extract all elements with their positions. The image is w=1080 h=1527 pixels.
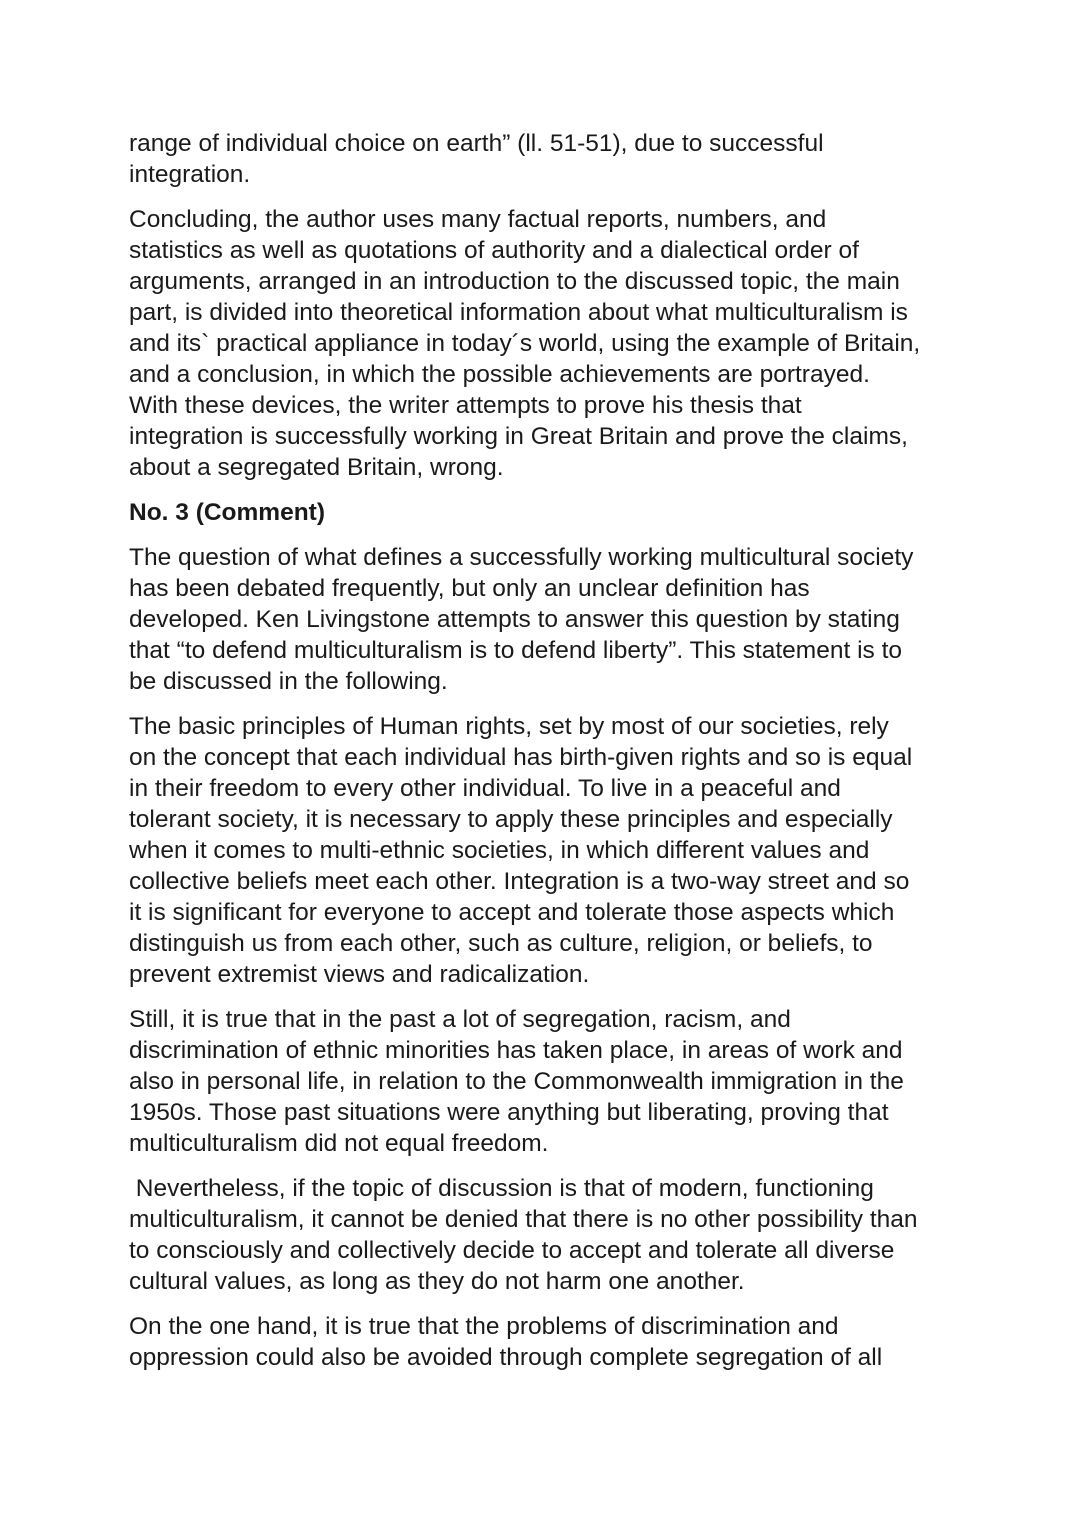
- document-body: [129, 128, 959, 1387]
- paragraph-conclusion-analysis: [129, 204, 959, 483]
- text-line: range of individual choice on earth” (ll. 51-51), due to successful: [129, 130, 824, 157]
- text-line: about a segregated Britain, wrong.: [129, 454, 504, 481]
- paragraph-comment-intro: [129, 542, 959, 697]
- heading-text: No. 3 (Comment): [129, 499, 325, 526]
- text-line: distinguish us from each other, such as culture, religion, or beliefs, to: [129, 930, 873, 957]
- text-line: part, is divided into theoretical information about what multiculturalism is: [129, 299, 908, 326]
- paragraph-one-hand: [129, 1311, 959, 1373]
- text-line: has been debated frequently, but only an unclear definition has: [129, 575, 810, 602]
- text-line: Still, it is true that in the past a lot of segregation, racism, and: [129, 1006, 791, 1033]
- text-line: and a conclusion, in which the possible achievements are portrayed.: [129, 361, 870, 388]
- text-line: prevent extremist views and radicalization.: [129, 961, 590, 988]
- text-line: integration is successfully working in Great Britain and prove the claims,: [129, 423, 908, 450]
- text-line: 1950s. Those past situations were anything but liberating, proving that: [129, 1099, 889, 1126]
- text-line: that “to defend multiculturalism is to defend liberty”. This statement is to: [129, 637, 903, 664]
- text-line: integration.: [129, 161, 251, 188]
- text-line: tolerant society, it is necessary to apply these principles and especially: [129, 806, 893, 833]
- text-line: multiculturalism, it cannot be denied that there is no other possibility than: [129, 1206, 918, 1233]
- text-line: and its` practical appliance in today´s world, using the example of Britain,: [129, 330, 921, 357]
- text-line: developed. Ken Livingstone attempts to answer this question by stating: [129, 606, 900, 633]
- text-line: collective beliefs meet each other. Integration is a two-way street and so: [129, 868, 910, 895]
- paragraph-human-rights: [129, 711, 959, 990]
- section-heading-comment: [129, 497, 959, 528]
- text-line: oppression could also be avoided through complete segregation of all: [129, 1344, 883, 1371]
- text-line: statistics as well as quotations of authority and a dialectical order of: [129, 237, 859, 264]
- text-line: when it comes to multi-ethnic societies, in which different values and: [129, 837, 870, 864]
- text-line: With these devices, the writer attempts to prove his thesis that: [129, 392, 802, 419]
- paragraph-past-segregation: [129, 1004, 959, 1159]
- text-line: to consciously and collectively decide to accept and tolerate all diverse: [129, 1237, 895, 1264]
- text-line: multiculturalism did not equal freedom.: [129, 1130, 549, 1157]
- text-line: discrimination of ethnic minorities has taken place, in areas of work and: [129, 1037, 903, 1064]
- text-line: also in personal life, in relation to the Commonwealth immigration in the: [129, 1068, 904, 1095]
- text-line: arguments, arranged in an introduction to the discussed topic, the main: [129, 268, 900, 295]
- text-line: On the one hand, it is true that the problems of discrimination and: [129, 1313, 839, 1340]
- text-line: it is significant for everyone to accept and tolerate those aspects which: [129, 899, 895, 926]
- text-line: in their freedom to every other individual. To live in a peaceful and: [129, 775, 841, 802]
- text-line: The question of what defines a successfully working multicultural society: [129, 544, 914, 571]
- text-line: Nevertheless, if the topic of discussion is that of modern, functioning: [129, 1175, 874, 1202]
- text-line: be discussed in the following.: [129, 668, 448, 695]
- paragraph-modern-multiculturalism: [129, 1173, 959, 1297]
- text-line: cultural values, as long as they do not harm one another.: [129, 1268, 745, 1295]
- text-line: on the concept that each individual has birth-given rights and so is equal: [129, 744, 913, 771]
- paragraph-integration-quote: [129, 128, 959, 190]
- text-line: Concluding, the author uses many factual reports, numbers, and: [129, 206, 827, 233]
- text-line: The basic principles of Human rights, set by most of our societies, rely: [129, 713, 889, 740]
